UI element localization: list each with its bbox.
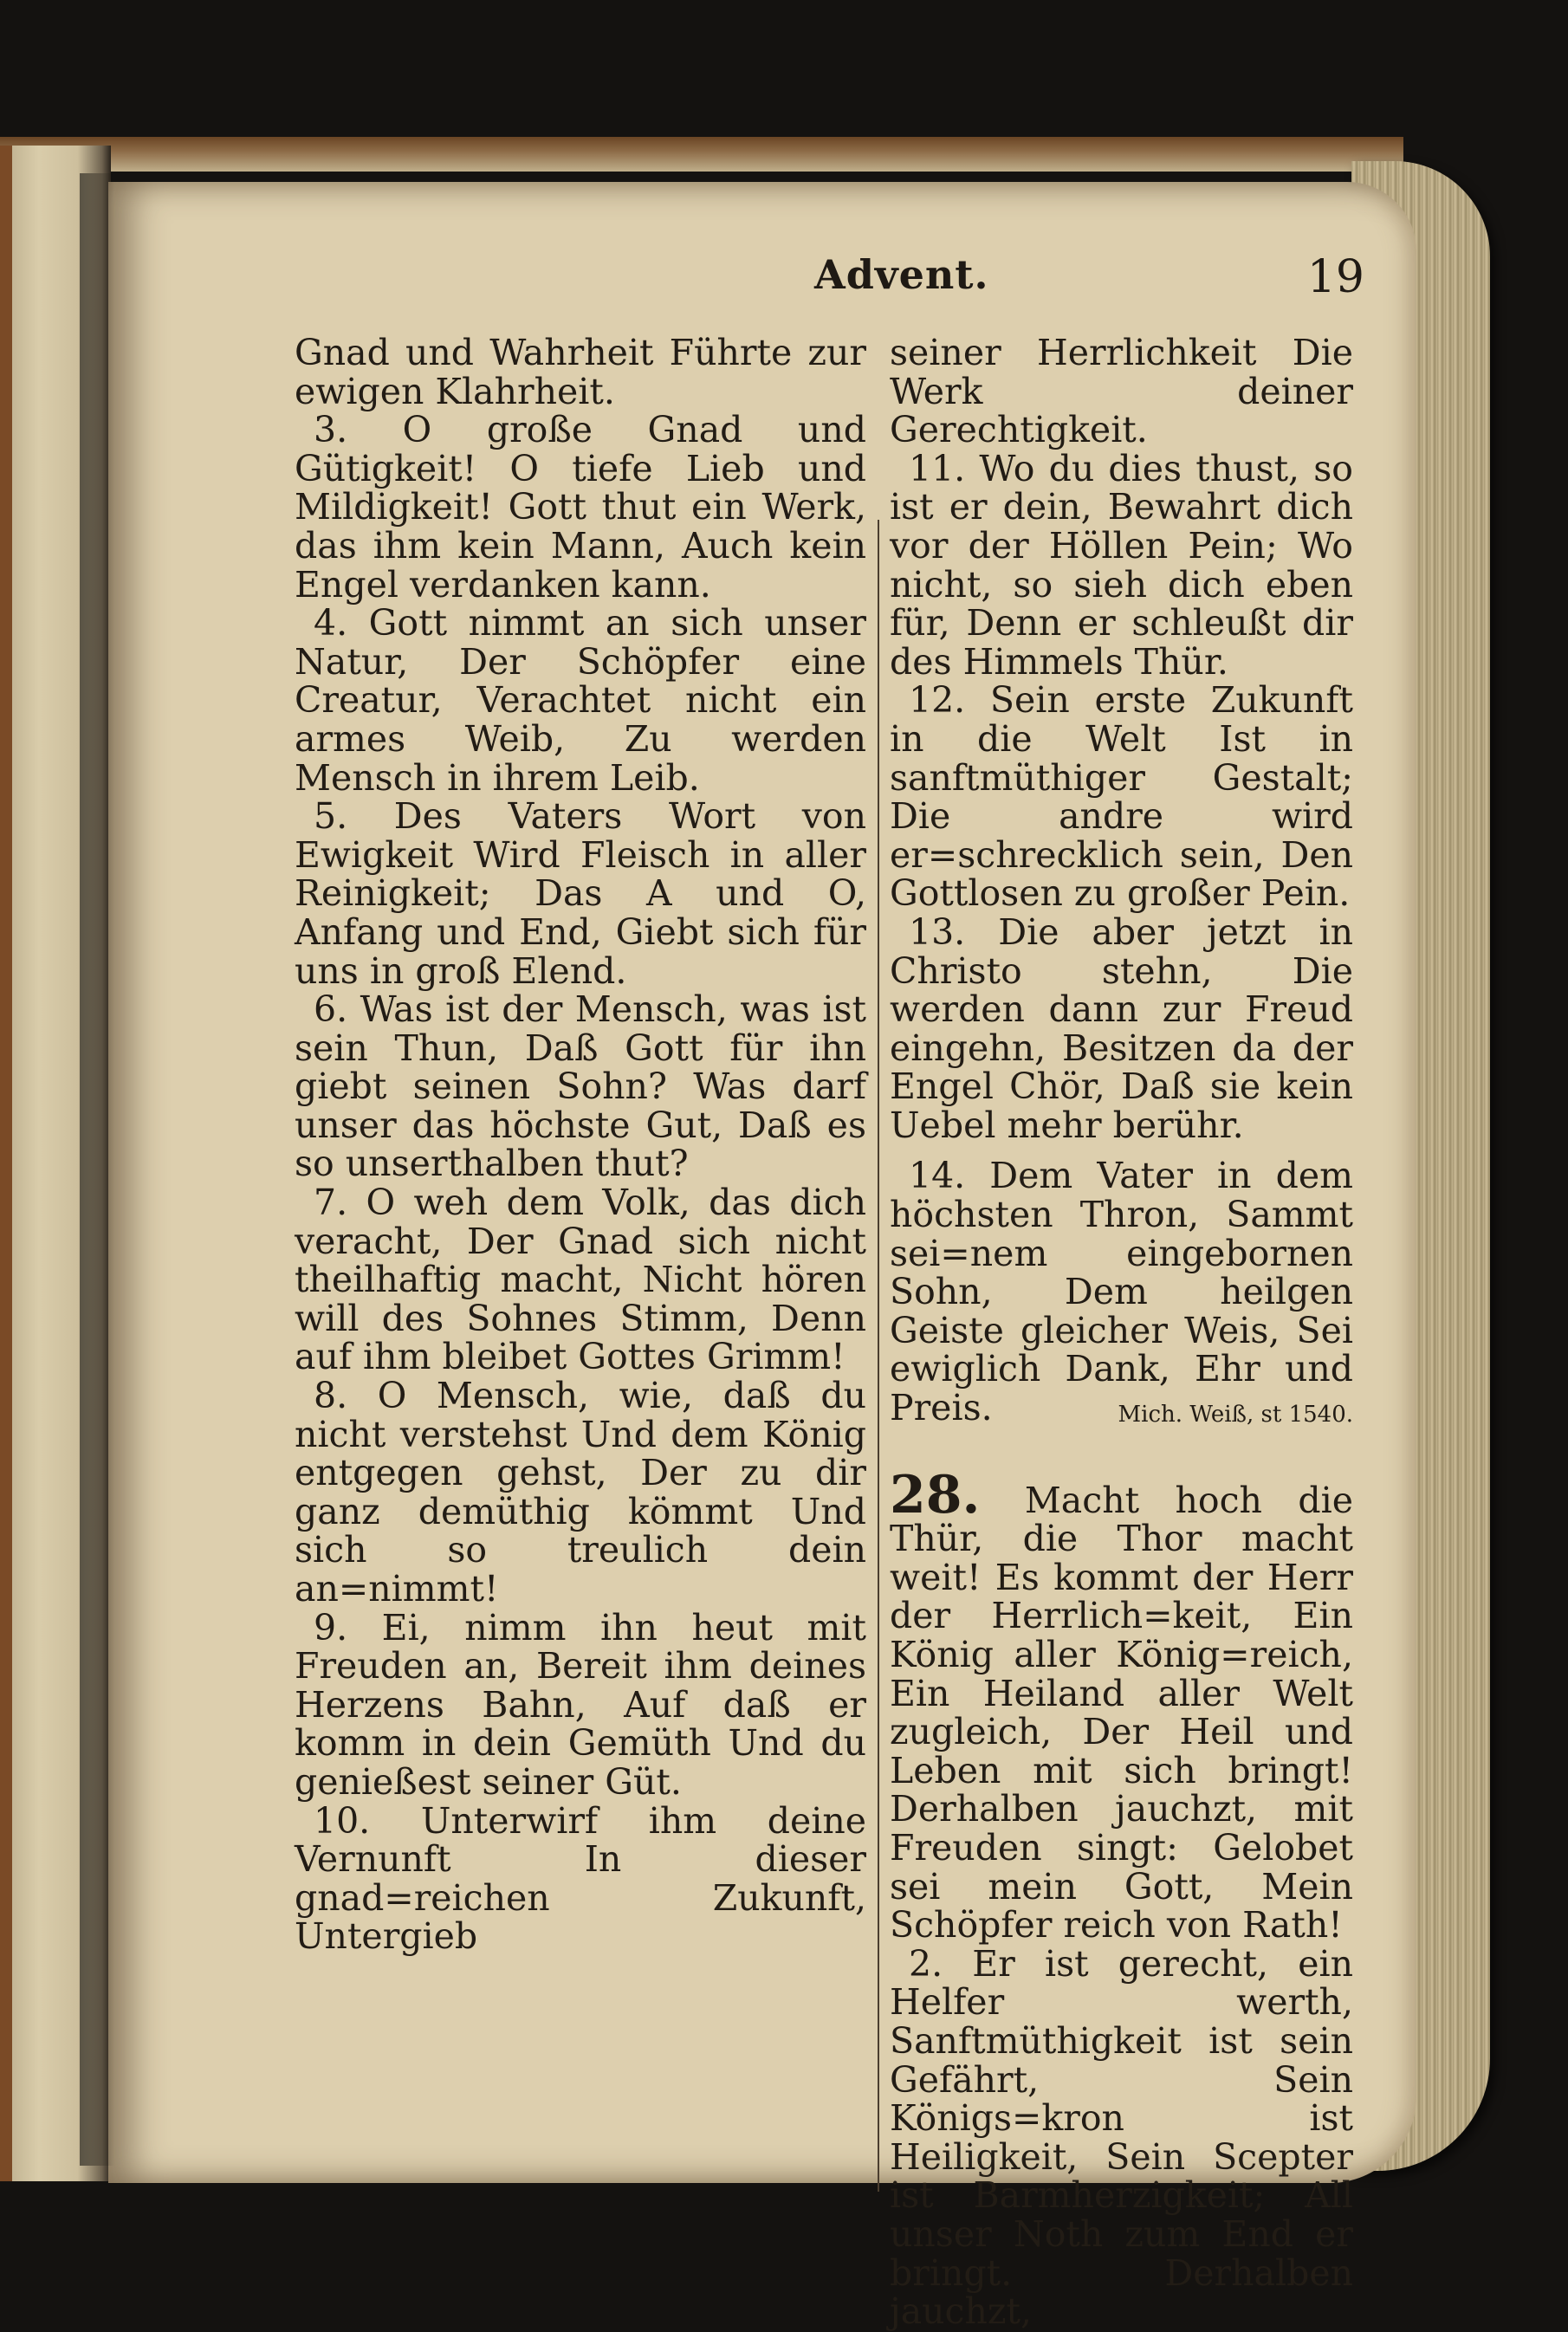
verse-number: 6. (314, 988, 348, 1031)
verse-number: 2. (909, 1942, 943, 1985)
verse-text: Unterwirf ihm deine Vernunft In dieser gnad=reichen Zukunft, Untergieb (295, 1799, 866, 1958)
spine-shadow (80, 173, 114, 2166)
verse-13 (890, 910, 1353, 1146)
verse-number: 5. (314, 795, 348, 838)
book-page (108, 182, 1416, 2332)
verse-number: 8. (314, 1375, 348, 1417)
verse-3 (295, 411, 866, 604)
verse-7 (295, 1183, 866, 1377)
running-head: Advent. (814, 251, 989, 298)
column-divider (878, 520, 879, 2192)
verse-text: Gott nimmt an sich unser Natur, Der Schöpfer eine Creatur, Verachtet nicht ein armes Weib, Zu werden Mensch in ihrem Leib. (295, 602, 866, 799)
verse-number: 7. (314, 1182, 348, 1224)
verse-6 (295, 990, 866, 1183)
right-column (890, 332, 1353, 2332)
verse-text: Macht hoch die Thür, die Thor macht weit! Es kommt der Herr der Herrlich=keit, Ein König aller König=reich, Ein Heiland aller Welt zugleich, Der Heil und Leben mit sich bringt! Derhalben jauchzt, mit Freuden singt: Gelobet sei mein Gott, Mein Schöpfer reich von Rath! (890, 1479, 1353, 1947)
page-number: 19 (1306, 251, 1364, 303)
verse-8 (295, 1377, 866, 1609)
verse-text: Wo du dies thust, so ist er dein, Bewahrt dich vor der Höllen Pein; Wo nicht, so sieh dich eben für, Denn er schleußt dir des Himmels Thür. (890, 447, 1353, 683)
verse-text: Dem Vater in dem höchsten Thron, Sammt sei=nem eingebornen Sohn, Dem heilgen Geiste gleicher Weis, Sei ewiglich Dank, Ehr und Preis. (890, 1155, 1353, 1429)
hymn-number: 28. (890, 1464, 981, 1526)
verse-text: Des Vaters Wort von Ewigkeit Wird Fleisch in aller Reinigkeit; Das A und O, Anfang und End, Giebt sich für uns in groß Elend. (295, 795, 866, 992)
verse-11 (890, 447, 1353, 683)
verse-continuation (295, 334, 866, 411)
verse-number: 12. (909, 679, 966, 722)
verse-number: 14. (909, 1155, 966, 1197)
verse-text: O große Gnad und Gütigkeit! O tiefe Lieb und Mildigkeit! Gott thut ein Werk, das ihm kein Mann, Auch kein Engel verdanken kann. (295, 409, 866, 606)
verse-text: Gnad und Wahrheit Führte zur ewigen Klahrheit. (295, 332, 866, 412)
verse-number: 13. (909, 910, 966, 953)
verse-text: seiner Herrlichkeit Die Werk deiner Gerechtigkeit. (890, 332, 1353, 451)
hymn-attribution: Mich. Weiß, st 1540. (1118, 1402, 1353, 1428)
verse-continuation (890, 334, 1353, 450)
verse-number: 11. (909, 447, 966, 489)
left-column (295, 334, 866, 2187)
verse-text: Sein erste Zukunft in die Welt Ist in sanftmüthiger Gestalt; Die andre wird er=schrecklich sein, Den Gottlosen zu großer Pein. (890, 679, 1353, 915)
verse-4 (295, 604, 866, 797)
verse-text: O weh dem Volk, das dich veracht, Der Gnad sich nicht theilhaftig macht, Nicht hören will des Sohnes Stimm, Denn auf ihm bleibet Gottes Grimm! (295, 1182, 866, 1378)
verse-14 (890, 1156, 1353, 1427)
verse-12 (890, 681, 1353, 913)
cover-edge (0, 146, 12, 2181)
verse-text: Ei, nimm ihn heut mit Freuden an, Bereit ihm deines Herzens Bahn, Auf daß er komm in dein Gemüth Und du genießest seiner Güt. (295, 1606, 866, 1803)
verse-5 (295, 797, 866, 990)
verse-number: 4. (314, 602, 348, 645)
book-top-edge (0, 137, 1403, 172)
verse-9 (295, 1606, 866, 1803)
verse-text: Die aber jetzt in Christo stehn, Die werden dann zur Freud eingehn, Besitzen da der Engel Chör, Daß sie kein Uebel mehr berühr. (890, 910, 1353, 1146)
hymn-28-stanza-1 (890, 1464, 1353, 1947)
verse-text: O Mensch, wie, daß du nicht verstehst Und dem König entgegen gehst, Der zu dir ganz demüthig kömmt Und sich so treulich dein an=nimmt! (295, 1375, 866, 1610)
verse-text: Was ist der Mensch, was ist sein Thun, Daß Gott für ihn giebt seinen Sohn? Was darf unser das höchste Gut, Daß es so unserthalben thut? (295, 988, 866, 1185)
hymn-28-stanza-2 (890, 1942, 1353, 2332)
verse-number: 9. (314, 1606, 348, 1649)
page-header (706, 251, 1364, 321)
verse-number: 10. (314, 1799, 371, 1842)
verse-text: Er ist gerecht, ein Helfer werth, Sanftmüthigkeit ist sein Gefährt, Sein Königs=kron ist Heiligkeit, Sein Scepter ist Barmherzigkeit; All unser Noth zum End er bringt. Derhalben jauchzt, (890, 1942, 1353, 2332)
verse-10 (295, 1799, 866, 1958)
verse-number: 3. (314, 409, 348, 451)
